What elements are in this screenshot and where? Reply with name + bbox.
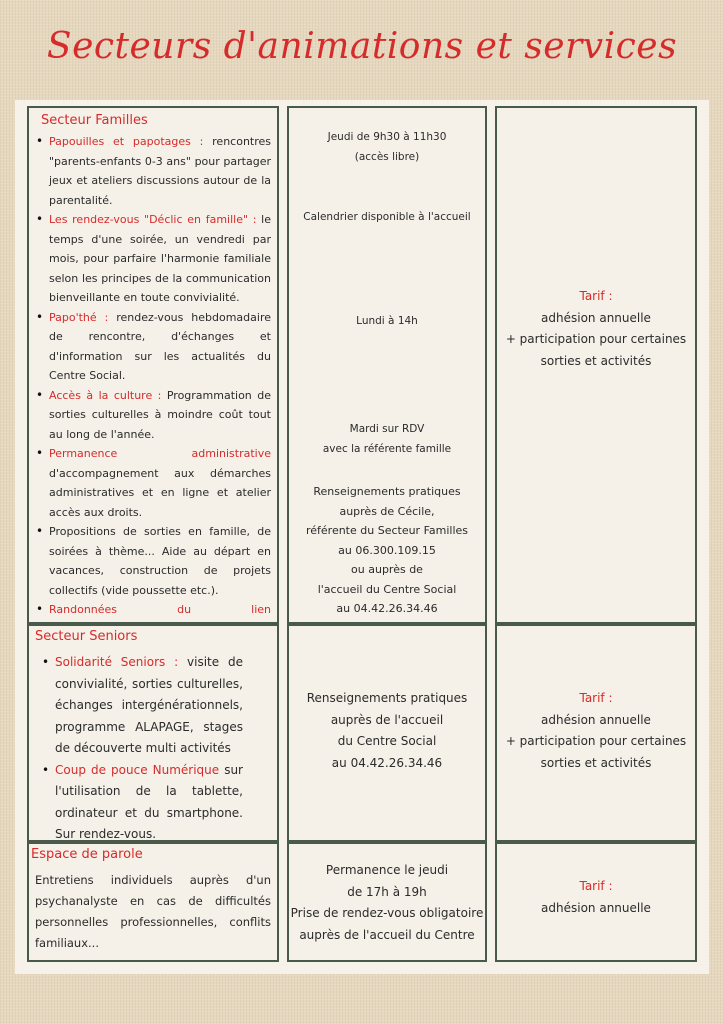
- seniors-description-cell: [27, 624, 279, 842]
- list-item: • Coup de pouce Numérique sur l'utilisation de la tablette, ordinateur et du smartphone. Sur rendez-vous.: [41, 760, 243, 843]
- seniors-heading: Secteur Seniors: [35, 629, 138, 644]
- list-item: • Randonnées du lien: [35, 600, 271, 624]
- seniors-info-cell: [287, 624, 487, 842]
- familles-tarif-cell: [495, 106, 697, 624]
- list-item: • Les rendez-vous "Déclic en famille" : le temps d'une soirée, un vendredi par mois, pour parfaire l'harmonie familiale selon les principes de la communication bienveillante en toute convivialité.: [35, 210, 271, 308]
- list-item: • Papouilles et papotages : rencontres "parents-enfants 0-3 ans" pour partager jeux et ateliers discussions autour de la parentalité.: [35, 132, 271, 210]
- familles-description-cell: [27, 106, 279, 624]
- schedule-declic: Calendrier disponible à l'accueil: [303, 211, 471, 223]
- schedule-papouilles: Jeudi de 9h30 à 11h30 (accès libre): [327, 131, 447, 163]
- parole-heading: Espace de parole: [31, 847, 143, 862]
- parole-tarif-cell: [495, 842, 697, 962]
- parole-description-cell: [27, 842, 279, 962]
- seniors-tarif: Tarif : adhésion annuelle + participation pour certaines sorties et activités: [505, 691, 687, 770]
- page-title: Secteurs d'animations et services: [46, 26, 678, 67]
- familles-tarif: Tarif : adhésion annuelle + participation pour certaines sorties et activités: [505, 289, 687, 368]
- familles-contact-info: Renseignements pratiques auprès de Cécile, référente du Secteur Familles au 06.300.109.15 ou auprès de l'accueil du Centre Social au 04.42.26.34.46: [305, 485, 469, 615]
- parole-contact-info: Permanence le jeudi de 17h à 19h Prise de rendez-vous obligatoire auprès de l'accueil du Centre: [290, 863, 484, 942]
- seniors-tarif-cell: [495, 624, 697, 842]
- familles-heading: Secteur Familles: [41, 113, 148, 128]
- seniors-list: [35, 652, 243, 842]
- list-item: • Propositions de sorties en famille, de soirées à thème... Aide au départ en vacances, construction de projets collectifs (vide poussette etc.).: [35, 522, 271, 600]
- familles-schedule-cell: [287, 106, 487, 624]
- parole-info-cell: [287, 842, 487, 962]
- list-item: • Accès à la culture : Programmation de sorties culturelles à moindre coût tout au long de l'année.: [35, 386, 271, 445]
- schedule-permanence: Mardi sur RDV avec la référente famille: [322, 423, 452, 455]
- schedule-papothe: Lundi à 14h: [356, 315, 418, 327]
- list-item: • Papo'thé : rendez-vous hebdomadaire de rencontre, d'échanges et d'information sur les actualités du Centre Social.: [35, 308, 271, 386]
- parole-text: Entretiens individuels auprès d'un psychanalyste en cas de difficultés personnelles professionnelles, conflits familiaux...: [35, 873, 271, 950]
- parole-tarif: Tarif : adhésion annuelle: [541, 879, 651, 915]
- list-item: • Permanence administrative d'accompagnement aux démarches administratives et en ligne et atelier accès aux droits.: [35, 444, 271, 522]
- list-item: • Solidarité Seniors : visite de convivialité, sorties culturelles, échanges intergénérationnels, programme ALAPAGE, stages de découverte multi activités: [41, 652, 243, 760]
- services-table: [15, 100, 709, 974]
- familles-list: [35, 132, 271, 624]
- seniors-contact-info: Renseignements pratiques auprès de l'accueil du Centre Social au 04.42.26.34.46: [306, 691, 468, 770]
